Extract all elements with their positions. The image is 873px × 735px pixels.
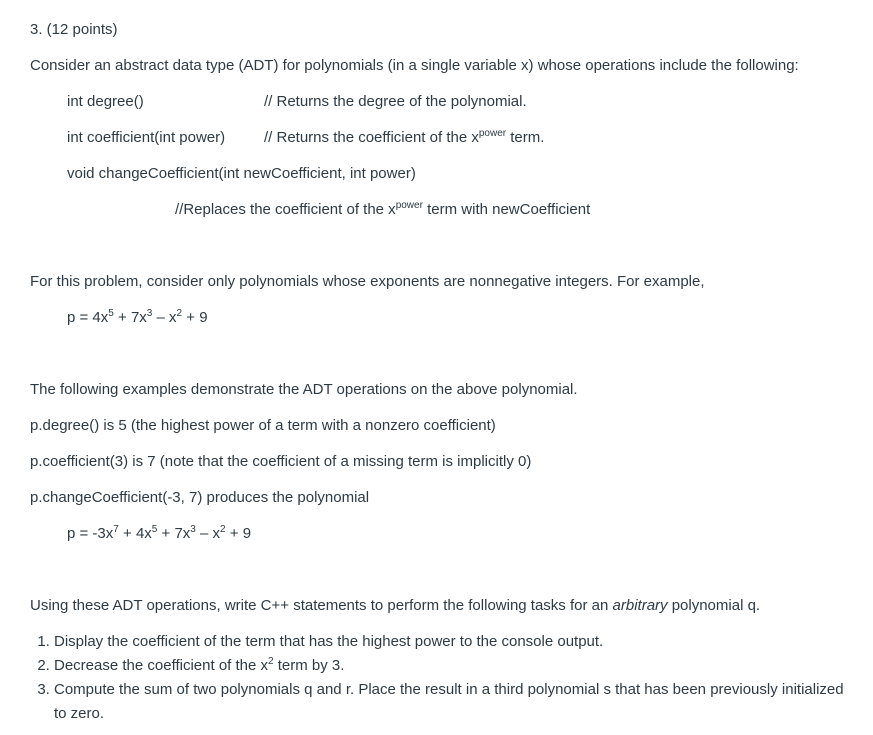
question-header: 3. (12 points) [30, 21, 118, 38]
example-coefficient: p.coefficient(3) is 7 (note that the coefficient of a missing term is implicitly 0) [30, 453, 532, 470]
op-degree-signature: int degree() [67, 93, 144, 110]
op-degree-comment: // Returns the degree of the polynomial. [264, 93, 527, 110]
constraint-paragraph: For this problem, consider only polynomials whose exponents are nonnegative integers. For example, [30, 273, 705, 290]
op-change-coefficient-signature: void changeCoefficient(int newCoefficient, int power) [67, 165, 416, 182]
changed-polynomial: $p = -3x^7 + 4x^5 + 7x^3 - x^2 + 9$ [67, 524, 252, 542]
task-list [38, 630, 844, 726]
example-change-coefficient: p.changeCoefficient(-3, 7) produces the polynomial [30, 489, 370, 506]
power-superscript: power [395, 200, 423, 211]
list-item: 1. Display the coefficient of the term that has the highest power to the console output. [54, 630, 844, 654]
examples-intro: The following examples demonstrate the ADT operations on the above polynomial. [30, 381, 578, 398]
task-instructions: Using these ADT operations, write C++ statements to perform the following tasks for an arbitrary polynomial q. [30, 597, 761, 614]
op-coefficient-comment: // Returns the coefficient of the $x^{power}$ term. [264, 128, 545, 146]
intro-paragraph: Consider an abstract data type (ADT) for polynomials (in a single variable x) whose operations include the following: [30, 57, 799, 74]
op-coefficient-signature: int coefficient(int power) [67, 129, 226, 146]
power-superscript: power [478, 128, 507, 139]
list-item: 3. Compute the sum of two polynomials q and r. Place the result in a third polynomial s that has been previously initialized to zero. [54, 678, 844, 726]
example-degree: p.degree() is 5 (the highest power of a term with a nonzero coefficient) [30, 417, 496, 434]
list-item: 2. Decrease the coefficient of the $x^2$ term by 3. [54, 654, 844, 678]
op-change-coefficient-comment: //Replaces the coefficient of the $x^{power}$ term with newCoefficient [175, 200, 591, 218]
example-polynomial: $p = 4x^5 + 7x^3 - x^2 + 9$ [67, 308, 208, 326]
